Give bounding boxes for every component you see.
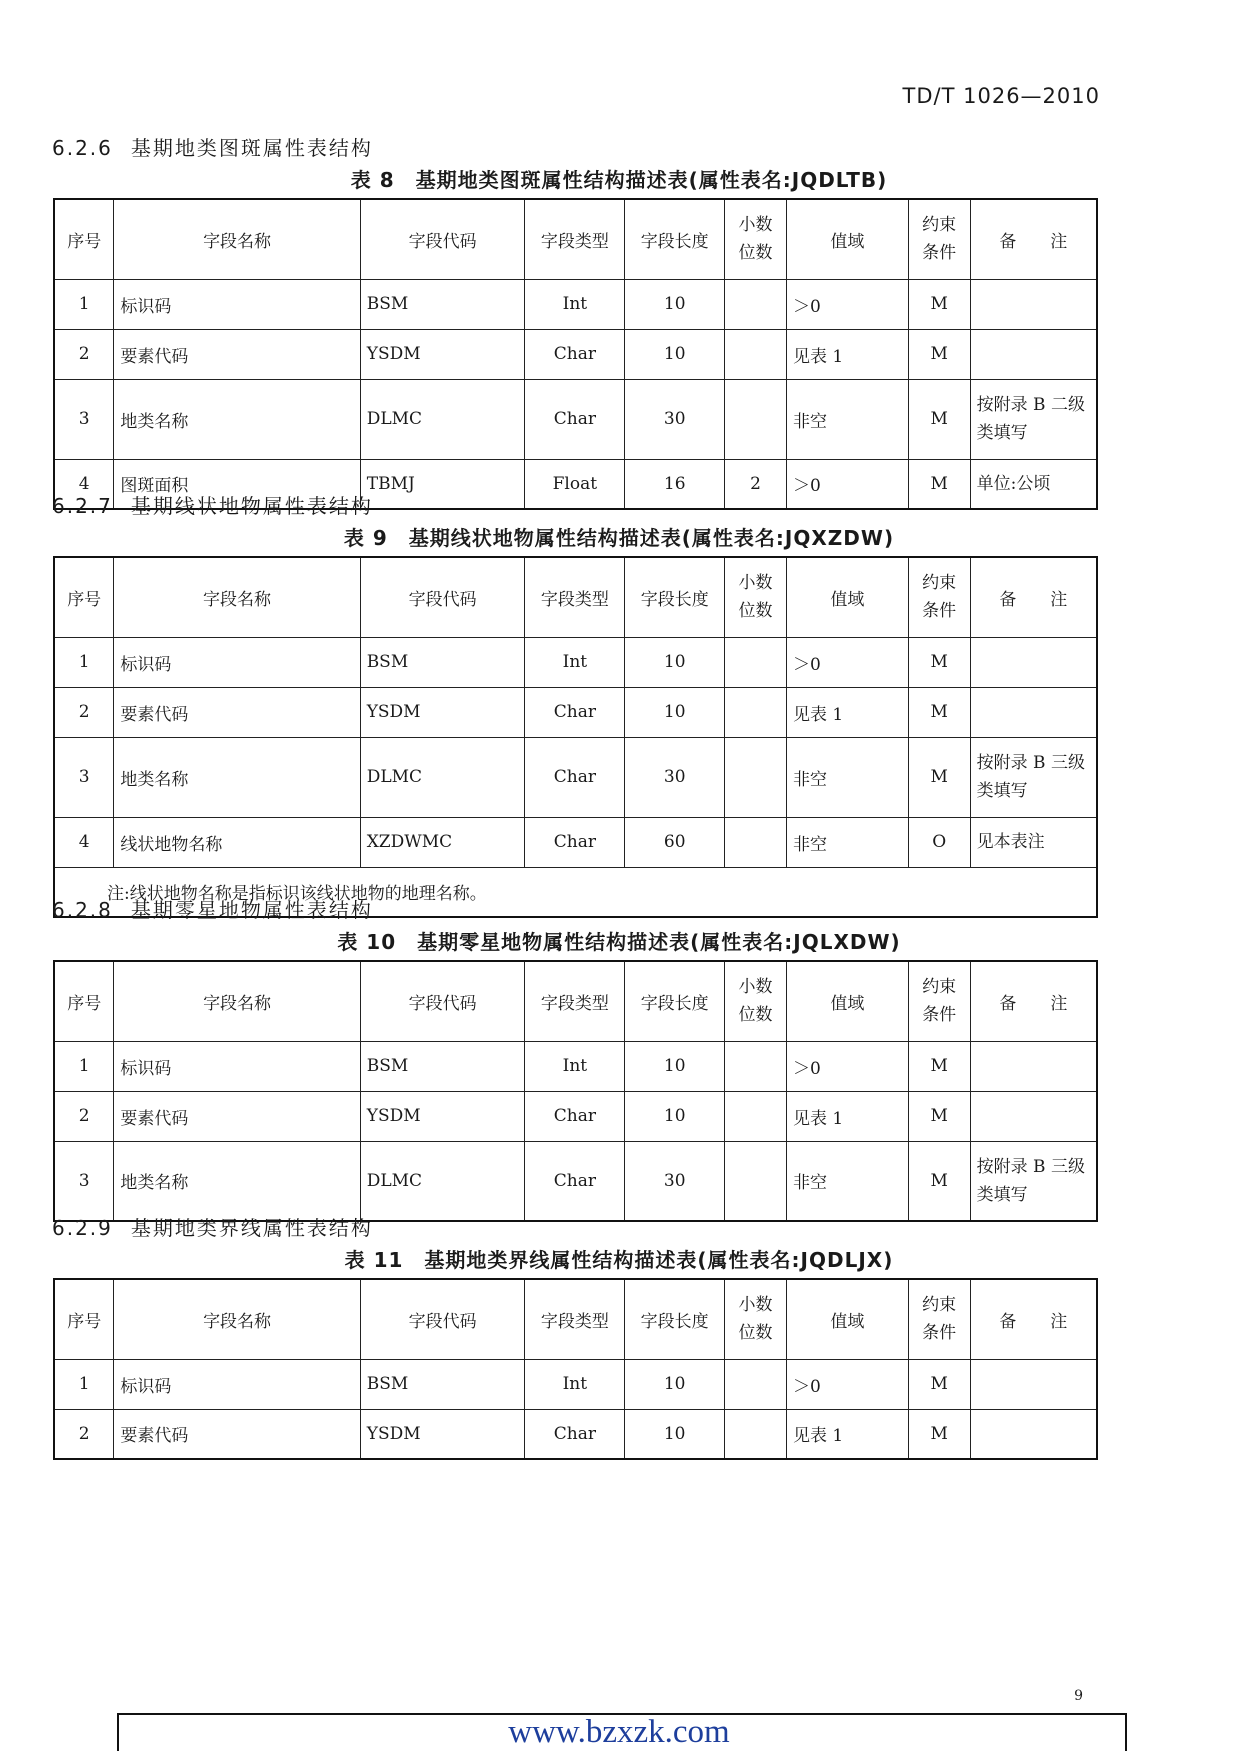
table-cell: 见本表注 xyxy=(970,817,1097,867)
table-cell: 60 xyxy=(625,817,725,867)
table-cell: 1 xyxy=(54,1041,114,1091)
table-row xyxy=(54,1141,1097,1221)
column-header: 备 注 xyxy=(970,961,1097,1041)
attribute-table xyxy=(53,198,1098,510)
table-cell: 按附录 B 二级类填写 xyxy=(970,379,1097,459)
section-heading xyxy=(52,894,373,923)
table-cell: 30 xyxy=(625,379,725,459)
column-header: 值域 xyxy=(787,199,909,279)
table-cell: 3 xyxy=(54,737,114,817)
column-header: 序号 xyxy=(54,1279,114,1359)
table-cell: Char xyxy=(525,1409,625,1459)
column-header: 备 注 xyxy=(970,199,1097,279)
table-cell: 10 xyxy=(625,687,725,737)
table-cell xyxy=(725,1091,787,1141)
table-cell: Char xyxy=(525,817,625,867)
column-header: 字段类型 xyxy=(525,199,625,279)
column-header: 值域 xyxy=(787,1279,909,1359)
table-cell: ＞0 xyxy=(787,459,909,509)
table-cell: ＞0 xyxy=(787,637,909,687)
table-cell: 地类名称 xyxy=(114,379,360,459)
column-header: 小数位数 xyxy=(725,1279,787,1359)
table-cell xyxy=(725,279,787,329)
table-cell: Char xyxy=(525,737,625,817)
table-caption: 表 10 基期零星地物属性结构描述表(属性表名:JQLXDW) xyxy=(337,930,901,954)
table-cell: 2 xyxy=(54,329,114,379)
column-header: 约束条件 xyxy=(908,557,970,637)
table-cell: Int xyxy=(525,1359,625,1409)
section-title: 基期线状地物属性表结构 xyxy=(130,494,373,518)
table-cell: YSDM xyxy=(360,1091,525,1141)
table-cell: M xyxy=(908,687,970,737)
table-cell: 要素代码 xyxy=(114,687,360,737)
table-cell: Float xyxy=(525,459,625,509)
table-cell: M xyxy=(908,279,970,329)
table-cell xyxy=(970,329,1097,379)
table-cell: M xyxy=(908,1359,970,1409)
table-cell xyxy=(970,1091,1097,1141)
table-cell xyxy=(725,329,787,379)
table-cell: ＞0 xyxy=(787,279,909,329)
table-cell xyxy=(725,1141,787,1221)
table-cell: 10 xyxy=(625,279,725,329)
table-row xyxy=(54,737,1097,817)
table-cell: DLMC xyxy=(360,379,525,459)
table-cell: 标识码 xyxy=(114,637,360,687)
table-cell: BSM xyxy=(360,1041,525,1091)
table-cell: Int xyxy=(525,279,625,329)
table-cell: 见表 1 xyxy=(787,1091,909,1141)
table-cell: 非空 xyxy=(787,817,909,867)
table-cell: 10 xyxy=(625,329,725,379)
table-cell: O xyxy=(908,817,970,867)
table-row xyxy=(54,687,1097,737)
table-cell xyxy=(725,687,787,737)
column-header: 字段代码 xyxy=(360,961,525,1041)
attribute-table xyxy=(53,1278,1098,1460)
column-header: 值域 xyxy=(787,557,909,637)
column-header: 备 注 xyxy=(970,557,1097,637)
column-header: 字段长度 xyxy=(625,199,725,279)
table-cell: 3 xyxy=(54,379,114,459)
table-cell: 10 xyxy=(625,1359,725,1409)
table-cell: M xyxy=(908,1409,970,1459)
table-cell: 标识码 xyxy=(114,1359,360,1409)
table-row xyxy=(54,379,1097,459)
section-number: 6.2.8 xyxy=(52,898,113,922)
table-cell: 3 xyxy=(54,1141,114,1221)
table-cell: Char xyxy=(525,1091,625,1141)
table-caption: 表 8 基期地类图斑属性结构描述表(属性表名:JQDLTB) xyxy=(350,168,888,192)
section-heading xyxy=(52,490,373,519)
table-cell: 10 xyxy=(625,1091,725,1141)
table-cell: 要素代码 xyxy=(114,329,360,379)
table-cell: 1 xyxy=(54,1359,114,1409)
table-header-row xyxy=(54,199,1097,279)
table-cell: Char xyxy=(525,687,625,737)
table-cell: 线状地物名称 xyxy=(114,817,360,867)
section-number: 6.2.7 xyxy=(52,494,113,518)
table-cell: 2 xyxy=(54,687,114,737)
column-header: 小数位数 xyxy=(725,557,787,637)
column-header: 字段长度 xyxy=(625,961,725,1041)
table-cell: 30 xyxy=(625,1141,725,1221)
table-cell: Int xyxy=(525,637,625,687)
column-header: 约束条件 xyxy=(908,1279,970,1359)
table-cell: BSM xyxy=(360,1359,525,1409)
column-header: 序号 xyxy=(54,199,114,279)
section-title: 基期零星地物属性表结构 xyxy=(130,898,373,922)
table-row xyxy=(54,637,1097,687)
table-cell: 单位:公顷 xyxy=(970,459,1097,509)
column-header: 字段代码 xyxy=(360,1279,525,1359)
table-header-row xyxy=(54,557,1097,637)
table-cell: M xyxy=(908,459,970,509)
table-cell: M xyxy=(908,1091,970,1141)
table-caption: 表 11 基期地类界线属性结构描述表(属性表名:JQDLJX) xyxy=(344,1248,894,1272)
table-cell: 要素代码 xyxy=(114,1091,360,1141)
document-id: TD/T 1026—2010 xyxy=(902,84,1100,108)
table-cell xyxy=(970,279,1097,329)
table-cell: 2 xyxy=(54,1409,114,1459)
table-cell: ＞0 xyxy=(787,1041,909,1091)
table-cell: 4 xyxy=(54,459,114,509)
table-cell: 按附录 B 三级类填写 xyxy=(970,1141,1097,1221)
table-cell: M xyxy=(908,329,970,379)
table-cell: M xyxy=(908,637,970,687)
page-number: 9 xyxy=(1074,1688,1083,1704)
table-cell: 10 xyxy=(625,1041,725,1091)
column-header: 字段名称 xyxy=(114,1279,360,1359)
table-cell: M xyxy=(908,737,970,817)
table-cell xyxy=(725,1041,787,1091)
table-row xyxy=(54,817,1097,867)
table-cell: 2 xyxy=(725,459,787,509)
table-row xyxy=(54,1409,1097,1459)
table-cell: 非空 xyxy=(787,1141,909,1221)
table-cell xyxy=(970,1041,1097,1091)
column-header: 字段名称 xyxy=(114,199,360,279)
table-cell: 非空 xyxy=(787,737,909,817)
column-header: 字段代码 xyxy=(360,557,525,637)
table-cell: 见表 1 xyxy=(787,1409,909,1459)
table-cell xyxy=(970,637,1097,687)
table-cell: 16 xyxy=(625,459,725,509)
table-cell: BSM xyxy=(360,279,525,329)
attribute-table xyxy=(53,556,1098,918)
column-header: 字段类型 xyxy=(525,1279,625,1359)
table-cell xyxy=(725,379,787,459)
table-cell: M xyxy=(908,1041,970,1091)
table-cell: Char xyxy=(525,329,625,379)
table-cell: DLMC xyxy=(360,1141,525,1221)
table-cell: 10 xyxy=(625,1409,725,1459)
table-caption: 表 9 基期线状地物属性结构描述表(属性表名:JQXZDW) xyxy=(343,526,895,550)
table-cell: Char xyxy=(525,379,625,459)
table-cell: 图斑面积 xyxy=(114,459,360,509)
table-cell: DLMC xyxy=(360,737,525,817)
table-cell: Char xyxy=(525,1141,625,1221)
table-cell xyxy=(970,1409,1097,1459)
table-cell xyxy=(725,817,787,867)
table-cell: 1 xyxy=(54,279,114,329)
table-cell: 要素代码 xyxy=(114,1409,360,1459)
table-row xyxy=(54,279,1097,329)
attribute-table xyxy=(53,960,1098,1222)
table-cell xyxy=(725,637,787,687)
table-cell: YSDM xyxy=(360,687,525,737)
table-cell xyxy=(970,687,1097,737)
section-heading xyxy=(52,1212,373,1241)
column-header: 约束条件 xyxy=(908,199,970,279)
table-row xyxy=(54,329,1097,379)
table-cell: M xyxy=(908,379,970,459)
table-cell: 2 xyxy=(54,1091,114,1141)
table-cell: 10 xyxy=(625,637,725,687)
table-cell: 地类名称 xyxy=(114,1141,360,1221)
table-row xyxy=(54,1091,1097,1141)
table-cell: TBMJ xyxy=(360,459,525,509)
table-cell: ＞0 xyxy=(787,1359,909,1409)
footer-url[interactable]: www.bzxzk.com xyxy=(508,1714,730,1750)
column-header: 约束条件 xyxy=(908,961,970,1041)
table-cell: YSDM xyxy=(360,329,525,379)
column-header: 小数位数 xyxy=(725,961,787,1041)
table-row xyxy=(54,1359,1097,1409)
column-header: 序号 xyxy=(54,961,114,1041)
column-header: 字段代码 xyxy=(360,199,525,279)
table-cell: 见表 1 xyxy=(787,329,909,379)
section-title: 基期地类图斑属性表结构 xyxy=(130,136,373,160)
table-row xyxy=(54,1041,1097,1091)
table-header-row xyxy=(54,961,1097,1041)
table-cell: 标识码 xyxy=(114,279,360,329)
column-header: 字段类型 xyxy=(525,557,625,637)
section-title: 基期地类界线属性表结构 xyxy=(130,1216,373,1240)
column-header: 字段长度 xyxy=(625,557,725,637)
table-cell: BSM xyxy=(360,637,525,687)
section-number: 6.2.9 xyxy=(52,1216,113,1240)
table-cell xyxy=(725,1359,787,1409)
table-cell: 标识码 xyxy=(114,1041,360,1091)
column-header: 字段长度 xyxy=(625,1279,725,1359)
table-cell: 非空 xyxy=(787,379,909,459)
table-cell xyxy=(725,737,787,817)
table-cell: YSDM xyxy=(360,1409,525,1459)
table-cell: Int xyxy=(525,1041,625,1091)
table-cell: 30 xyxy=(625,737,725,817)
column-header: 备 注 xyxy=(970,1279,1097,1359)
table-cell: 地类名称 xyxy=(114,737,360,817)
table-cell xyxy=(725,1409,787,1459)
column-header: 值域 xyxy=(787,961,909,1041)
column-header: 序号 xyxy=(54,557,114,637)
column-header: 小数位数 xyxy=(725,199,787,279)
table-cell: 4 xyxy=(54,817,114,867)
table-cell: 见表 1 xyxy=(787,687,909,737)
table-header-row xyxy=(54,1279,1097,1359)
section-number: 6.2.6 xyxy=(52,136,113,160)
column-header: 字段类型 xyxy=(525,961,625,1041)
table-note: 注:线状地物名称是指标识该线状地物的地理名称。 xyxy=(54,867,1097,917)
section-heading xyxy=(52,132,373,161)
table-cell: XZDWMC xyxy=(360,817,525,867)
table-cell: 按附录 B 三级类填写 xyxy=(970,737,1097,817)
column-header: 字段名称 xyxy=(114,961,360,1041)
column-header: 字段名称 xyxy=(114,557,360,637)
table-cell: M xyxy=(908,1141,970,1221)
table-cell: 1 xyxy=(54,637,114,687)
table-cell xyxy=(970,1359,1097,1409)
